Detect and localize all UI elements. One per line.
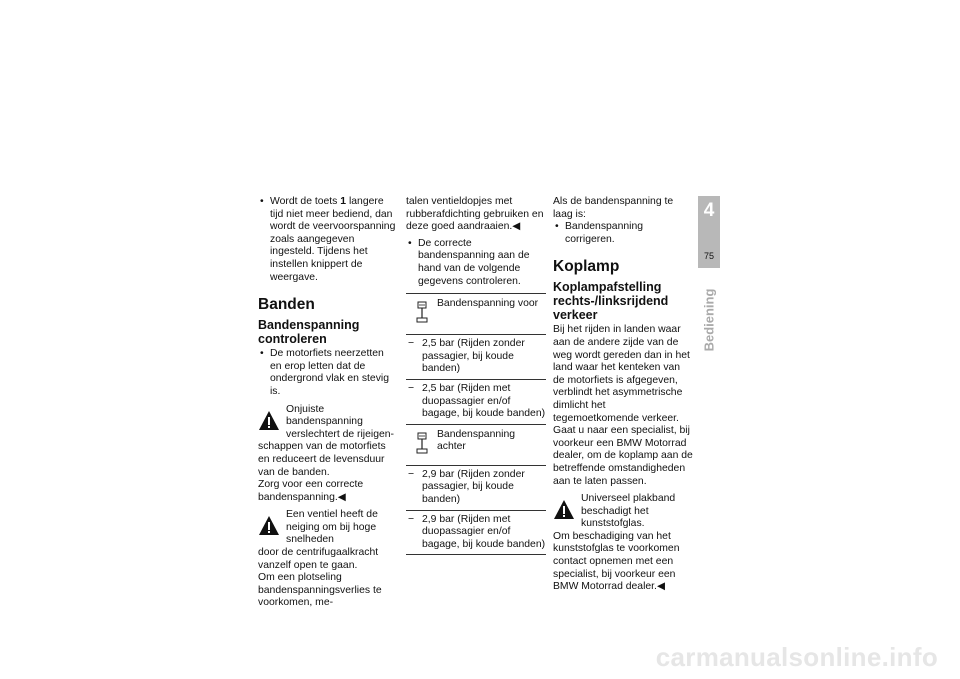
key-number: 1 xyxy=(340,196,347,207)
warning-2-rest: door de centrifugaalkracht vanzelf open te gaan. xyxy=(258,547,379,571)
warning-3-first: Universeel plakband beschadigt het kunststofglas. xyxy=(581,493,676,530)
column-2 xyxy=(406,196,546,555)
intro-bullet-text-cont: langere tijd niet meer bediend, dan wordt de veervoorspanning zoals aangegeven ingesteld. Tijdens het instellen knippert de weergave. xyxy=(270,196,396,283)
table-row: − 2,5 bar (Rijden zonder passagier, bij koude banden) xyxy=(406,335,546,380)
tire-gauge-icon xyxy=(415,301,429,323)
warning-1-line3: Zorg voor een correcte bandenspanning.◀ xyxy=(258,479,364,503)
chapter-tab xyxy=(698,196,720,268)
col3-intro: Als de bandenspanning te laag is: xyxy=(553,196,674,220)
section-heading-banden: Banden xyxy=(258,296,315,314)
column-3 xyxy=(553,196,693,594)
page-number: 75 xyxy=(703,251,714,261)
warning-3-rest: Om beschadiging van het kunststofglas te voorkomen contact opnemen met een specialist, bij voorkeur een BMW Motorrad dealer.◀ xyxy=(553,530,680,593)
column-1 xyxy=(258,196,398,610)
intro-bullet-text: Wordt de toets xyxy=(270,196,341,207)
koplamp-body-1: Bij het rijden in landen waar aan de andere zijde van de weg wordt gereden dan in het land waar het kenteken van de motorfiets is afgegeven, verblindt het asymmetrische dimlicht het tegemoetkomende verkeer. xyxy=(553,324,690,424)
section-heading-koplamp: Koplamp xyxy=(553,258,620,276)
bullet-corrigeren: • Bandenspanning corrigeren. xyxy=(553,221,693,246)
warning-icon xyxy=(258,410,280,432)
front-pressure-header xyxy=(406,294,546,335)
warning-1-first: Onjuiste bandenspanning verslechtert de rijeigen- xyxy=(286,403,394,440)
section-side-label xyxy=(689,288,729,352)
rear-pressure-header xyxy=(406,425,546,466)
watermark-footer: carmanualsonline.info xyxy=(655,642,938,672)
rear-pressure-label: Bandenspanning achter xyxy=(437,428,516,453)
tire-gauge-icon xyxy=(415,432,429,454)
subheading-koplampafstelling: Koplampafstelling rechts-/linksrijdend verkeer xyxy=(553,280,669,323)
section-label-text: Bediening xyxy=(701,288,717,352)
warning-icon xyxy=(553,499,575,521)
intro-bullet xyxy=(258,196,398,284)
front-pressure-label: Bandenspanning voor xyxy=(437,298,539,310)
warning-block-2 xyxy=(258,509,398,610)
warning-block-3 xyxy=(553,493,693,594)
koplamp-body-2: Gaat u naar een specialist, bij voorkeur een BMW Motorrad dealer, om de koplamp aan de betreffende omstandigheden aan te laten passen. xyxy=(553,425,693,487)
warning-block-1 xyxy=(258,404,398,505)
table-row: − 2,9 bar (Rijden zonder passagier, bij koude banden) xyxy=(406,466,546,511)
col2-continuation: talen ventieldopjes met rubberafdichting gebruiken en deze goed aandraaien.◀ xyxy=(406,196,544,233)
subheading-bandenspanning: Bandenspanning controleren xyxy=(258,318,360,347)
table-row: − 2,5 bar (Rijden met duopassagier en/of bagage, bij koude banden) xyxy=(406,380,546,425)
table-row: − 2,9 bar (Rijden met duopassagier en/of bagage, bij koude banden) xyxy=(406,511,546,555)
warning-2-first: Een ventiel heeft de neiging om bij hoge snelheden xyxy=(286,509,378,546)
bullet-controleren: • De correcte bandenspanning aan de hand van de volgende gegevens controleren. xyxy=(406,238,546,288)
bullet-neerzetten: • De motorfiets neerzetten en erop letten dat de ondergrond vlak en stevig is. xyxy=(258,348,398,398)
warning-icon xyxy=(258,515,280,537)
chapter-number: 4 xyxy=(703,200,715,221)
warning-2-line3: Om een plotseling bandenspanningsverlies te voorkomen, me- xyxy=(258,572,382,609)
warning-1-rest: schappen van de motorfiets en reduceert de levensduur van de banden. xyxy=(258,441,386,478)
pressure-table xyxy=(406,293,546,555)
